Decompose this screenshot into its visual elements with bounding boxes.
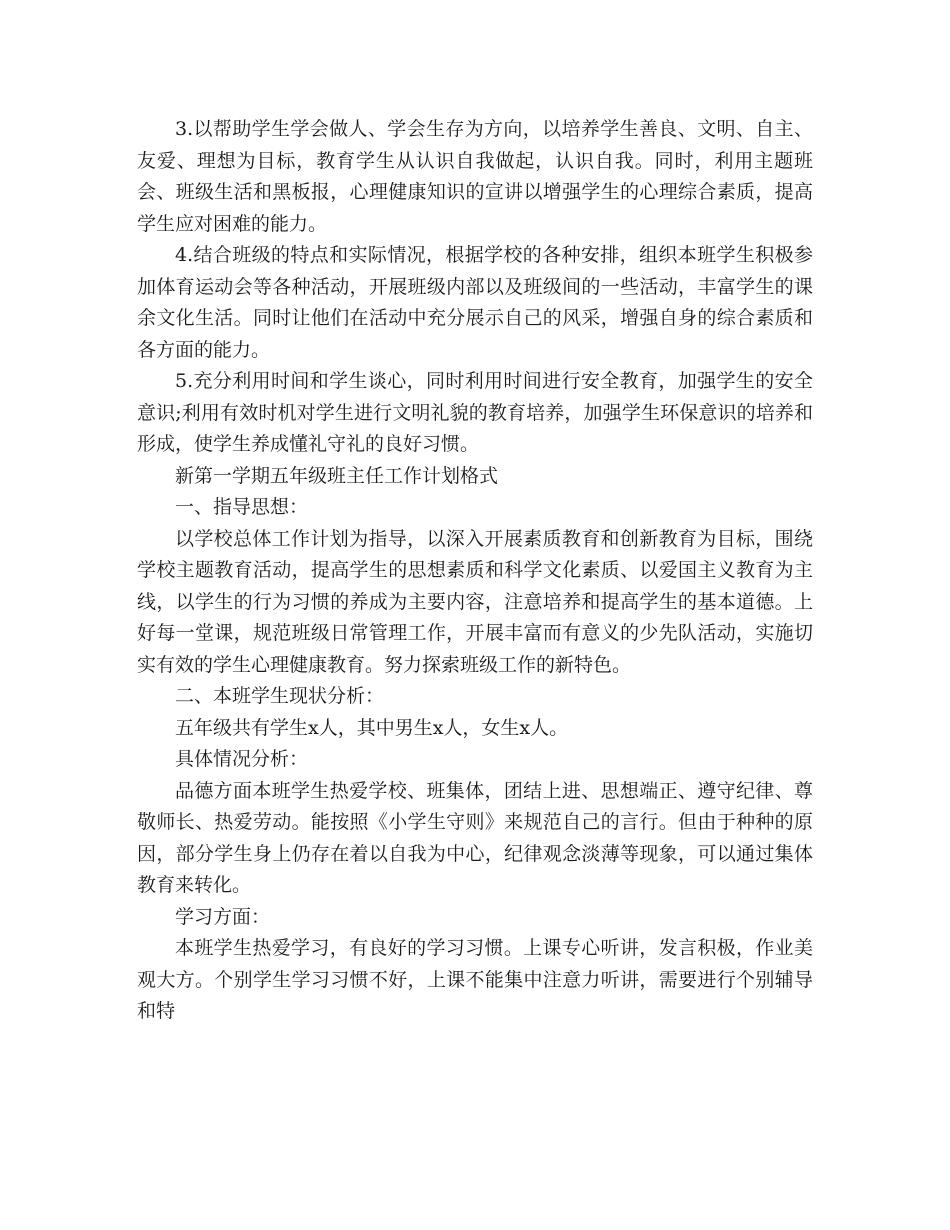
heading-specific-analysis: 具体情况分析：: [175, 748, 309, 770]
paragraph-guiding-ideology: 以学校总体工作计划为指导，以深入开展素质教育和创新教育为目标，围绕学校主题教育活动，提高学生的思想素质和科学文化素质、以爱国主义教育为主线，以学生的行为习惯的养成为主要内容，注意培养和提高学生的基本道德。上好每一堂课，规范班级日常管理工作，开展丰富而有意义的少先队活动，实施切实有效的学生心理健康教育。努力探索班级工作的新特色。: [137, 527, 813, 676]
paragraph-item-5: 5.充分利用时间和学生谈心，同时利用时间进行安全教育，加强学生的安全意识;利用有效时机对学生进行文明礼貌的教育培养，加强学生环保意识的培养和形成，使学生养成懂礼守礼的良好习惯。: [137, 370, 813, 455]
heading-guiding-ideology: 一、指导思想：: [175, 496, 309, 518]
paragraph-item-4: 4.结合班级的特点和实际情况，根据学校的各种安排，组织本班学生积极参加体育运动会等各种活动，开展班级内部以及班级间的一些活动，丰富学生的课余文化生活。同时让他们在活动中充分展示自己的风采，增强自身的综合素质和各方面的能力。: [137, 244, 813, 361]
heading-class-analysis: 二、本班学生现状分析：: [175, 685, 385, 707]
document-body: [137, 114, 813, 1028]
paragraph-student-count: 五年级共有学生x人，其中男生x人，女生x人。: [175, 716, 569, 739]
paragraph-study-aspect: 本班学生热爱学习，有良好的学习习惯。上课专心听讲，发言积极，作业美观大方。个别学生学习习惯不好，上课不能集中注意力听讲，需要进行个别辅导和特: [137, 937, 813, 1022]
section-title: 新第一学期五年级班主任工作计划格式: [175, 464, 499, 487]
paragraph-item-3: 3.以帮助学生学会做人、学会生存为方向，以培养学生善良、文明、自主、友爱、理想为目标，教育学生从认识自我做起，认识自我。同时，利用主题班会、班级生活和黑板报，心理健康知识的宣讲以增强学生的心理综合素质，提高学生应对困难的能力。: [137, 118, 813, 235]
heading-study-aspect: 学习方面：: [175, 905, 271, 928]
paragraph-moral-aspect: 品德方面本班学生热爱学校、班集体，团结上进、思想端正、遵守纪律、尊敬师长、热爱劳动。能按照《小学生守则》来规范自己的言行。但由于种种的原因，部分学生身上仍存在着以自我为中心，纪律观念淡薄等现象，可以通过集体教育来转化。: [137, 779, 813, 896]
